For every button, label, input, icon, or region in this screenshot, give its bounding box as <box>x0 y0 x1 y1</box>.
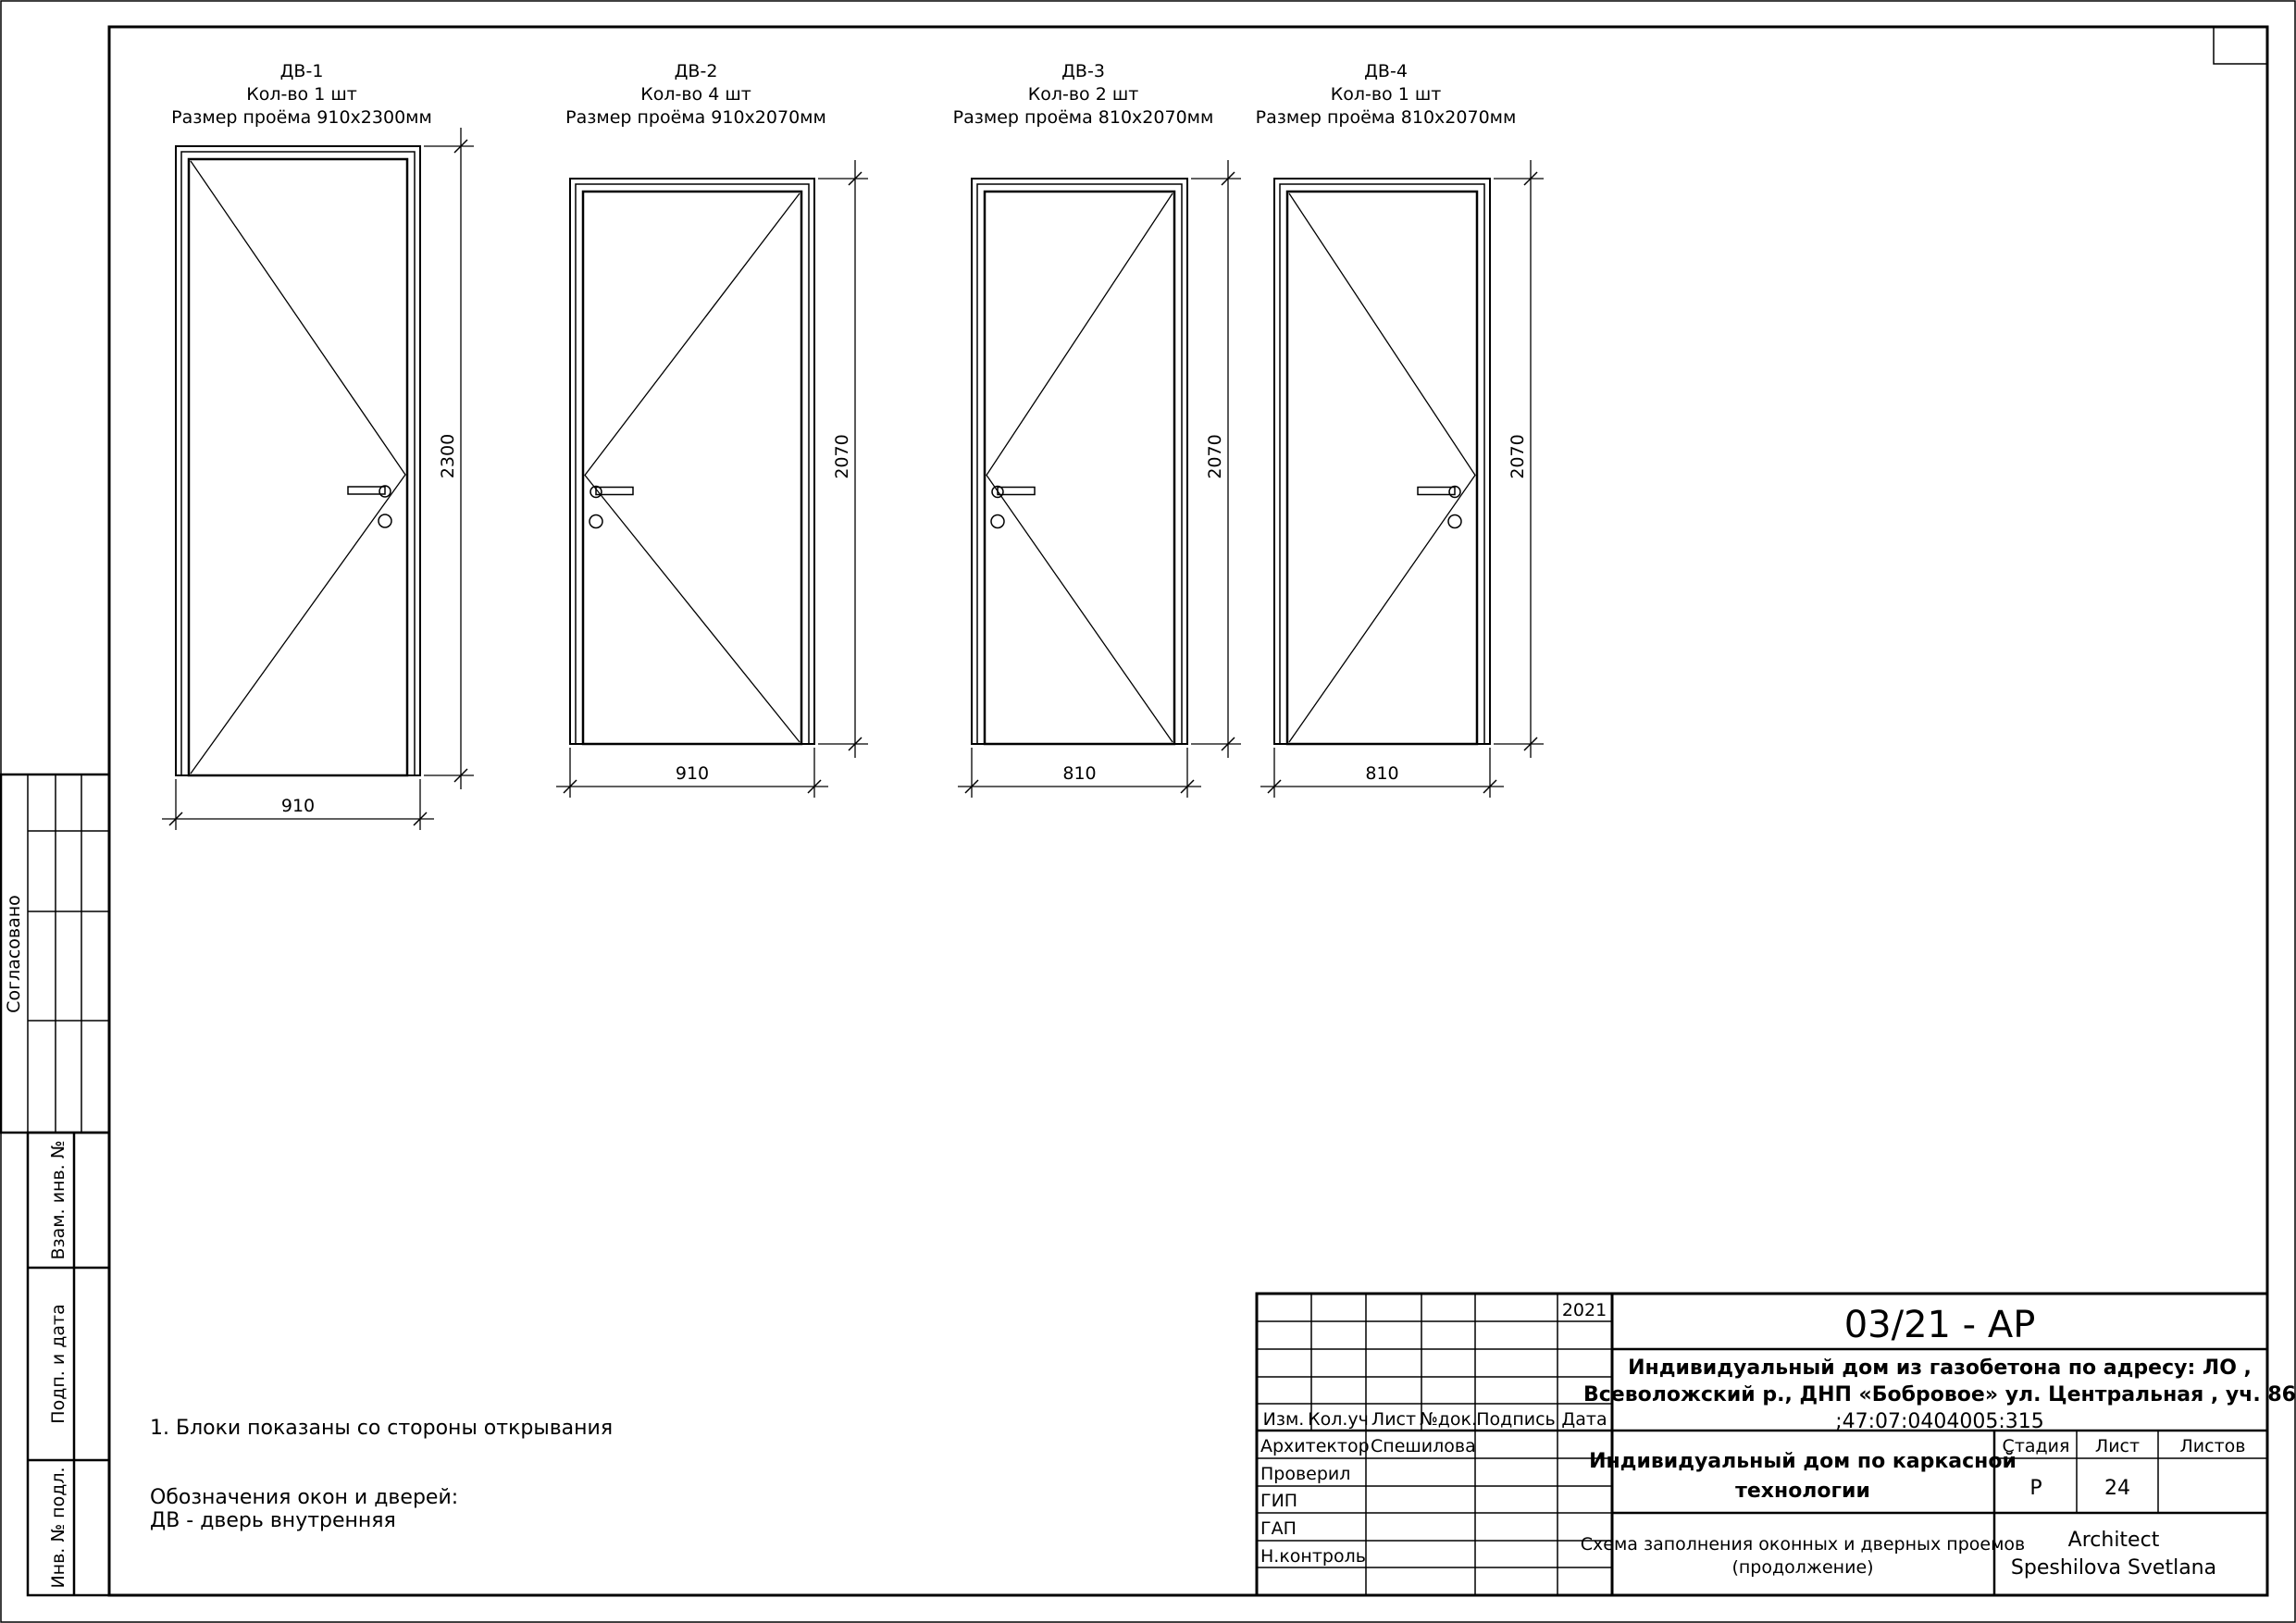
door-qty: Кол-во 2 шт <box>1027 84 1139 105</box>
width-dim-label: 810 <box>1062 763 1097 784</box>
sheet-title-line-1: Схема заполнения оконных и дверных проемов <box>1580 1534 2026 1555</box>
door-leaf <box>985 192 1174 744</box>
doors-layer <box>162 61 1544 830</box>
door-size: Размер проёма 810x2070мм <box>1255 107 1517 128</box>
header-izm: Изм. <box>1262 1409 1305 1430</box>
width-dim-label: 910 <box>280 796 316 816</box>
door-middle-frame <box>1280 184 1484 744</box>
door-middle-frame <box>181 152 415 775</box>
door-size: Размер проёма 910x2300мм <box>171 107 432 128</box>
width-dim-label: 810 <box>1365 763 1399 784</box>
door-middle-frame <box>576 184 809 744</box>
door-swing-lines <box>585 193 800 742</box>
header-kolch: Кол.уч <box>1308 1409 1369 1430</box>
height-dim-label: 2300 <box>438 433 458 479</box>
door-mark: ДВ-3 <box>1061 61 1105 81</box>
corner-box <box>2214 27 2267 64</box>
building-line-2: технологии <box>1735 1480 1870 1503</box>
door-outer-frame <box>570 179 814 744</box>
org-line-2: Speshilova Svetlana <box>2010 1556 2217 1580</box>
door-2 <box>556 61 868 798</box>
inv-no-label: Инв. № подл. <box>48 1467 68 1589</box>
ref-no-label: Взам. инв. № <box>48 1140 68 1260</box>
door-outer-frame <box>972 179 1187 744</box>
sheets-label: Листов <box>2179 1436 2246 1456</box>
role-gap: ГАП <box>1260 1518 1297 1539</box>
project-line-3: ;47:07:0404005:315 <box>1835 1410 2044 1433</box>
door-size: Размер проёма 910x2070мм <box>565 107 826 128</box>
role-ncontrol: Н.контроль <box>1260 1546 1366 1567</box>
role-gip: ГИП <box>1260 1491 1298 1511</box>
height-dim-label: 2070 <box>1205 434 1225 479</box>
role-checked: Проверил <box>1260 1464 1351 1484</box>
door-mark: ДВ-2 <box>674 61 718 81</box>
door-3 <box>953 61 1241 798</box>
door-outer-frame <box>1274 179 1490 744</box>
header-list: Лист <box>1371 1409 1417 1430</box>
name-architect: Спешилова <box>1371 1436 1476 1456</box>
role-architect: Архитектор <box>1260 1436 1370 1456</box>
door-middle-frame <box>977 184 1182 744</box>
sheet-title-line-2: (продолжение) <box>1731 1557 1874 1578</box>
door-outer-frame <box>176 146 420 775</box>
org-line-1: Architect <box>2067 1529 2160 1552</box>
lock-cylinder <box>379 514 391 527</box>
legend-item: ДВ - дверь внутренняя <box>150 1509 396 1532</box>
lock-cylinder <box>590 515 602 528</box>
stage-label: Стадия <box>2002 1436 2070 1456</box>
door-swing-lines <box>1289 193 1475 742</box>
header-data: Дата <box>1561 1409 1607 1430</box>
height-dim-label: 2070 <box>832 434 852 479</box>
door-4 <box>1256 61 1544 798</box>
sheet-value: 24 <box>2104 1477 2130 1500</box>
height-dim-label: 2070 <box>1508 434 1528 479</box>
note-opening-side: 1. Блоки показаны со стороны открывания <box>150 1417 614 1440</box>
project-line-1: Индивидуальный дом из газобетона по адресу: ЛО , <box>1628 1357 2252 1380</box>
sign-date-label: Подп. и дата <box>48 1304 68 1424</box>
door-leaf <box>189 159 407 775</box>
door-size: Размер проёма 810x2070мм <box>952 107 1214 128</box>
header-podpis: Подпись <box>1476 1409 1556 1430</box>
building-line-1: Индивидуальный дом по каркасной <box>1589 1450 2017 1473</box>
door-qty: Кол-во 1 шт <box>246 84 357 105</box>
door-swing-lines <box>191 161 405 774</box>
drawing-code: 03/21 - АР <box>1843 1304 2036 1346</box>
stage-value: Р <box>2029 1477 2042 1500</box>
agreed-label: Согласовано <box>4 895 24 1013</box>
header-ndok: №док. <box>1419 1409 1478 1430</box>
year-cell: 2021 <box>1561 1300 1607 1320</box>
lock-cylinder <box>1448 515 1461 528</box>
width-dim-label: 910 <box>675 763 710 784</box>
door-1 <box>162 61 474 830</box>
door-leaf <box>1287 192 1477 744</box>
door-mark: ДВ-4 <box>1364 61 1408 81</box>
stamp-block <box>28 1133 109 1595</box>
door-leaf <box>583 192 801 744</box>
door-qty: Кол-во 1 шт <box>1330 84 1442 105</box>
door-swing-lines <box>987 193 1173 742</box>
lock-cylinder <box>991 515 1004 528</box>
door-mark: ДВ-1 <box>279 61 324 81</box>
project-line-2: Всеволожский р., ДНП «Бобровое» ул. Центральная , уч. 86 <box>1583 1383 2296 1406</box>
sheet-label: Лист <box>2094 1436 2141 1456</box>
door-qty: Кол-во 4 шт <box>640 84 751 105</box>
legend-title: Обозначения окон и дверей: <box>150 1486 459 1509</box>
